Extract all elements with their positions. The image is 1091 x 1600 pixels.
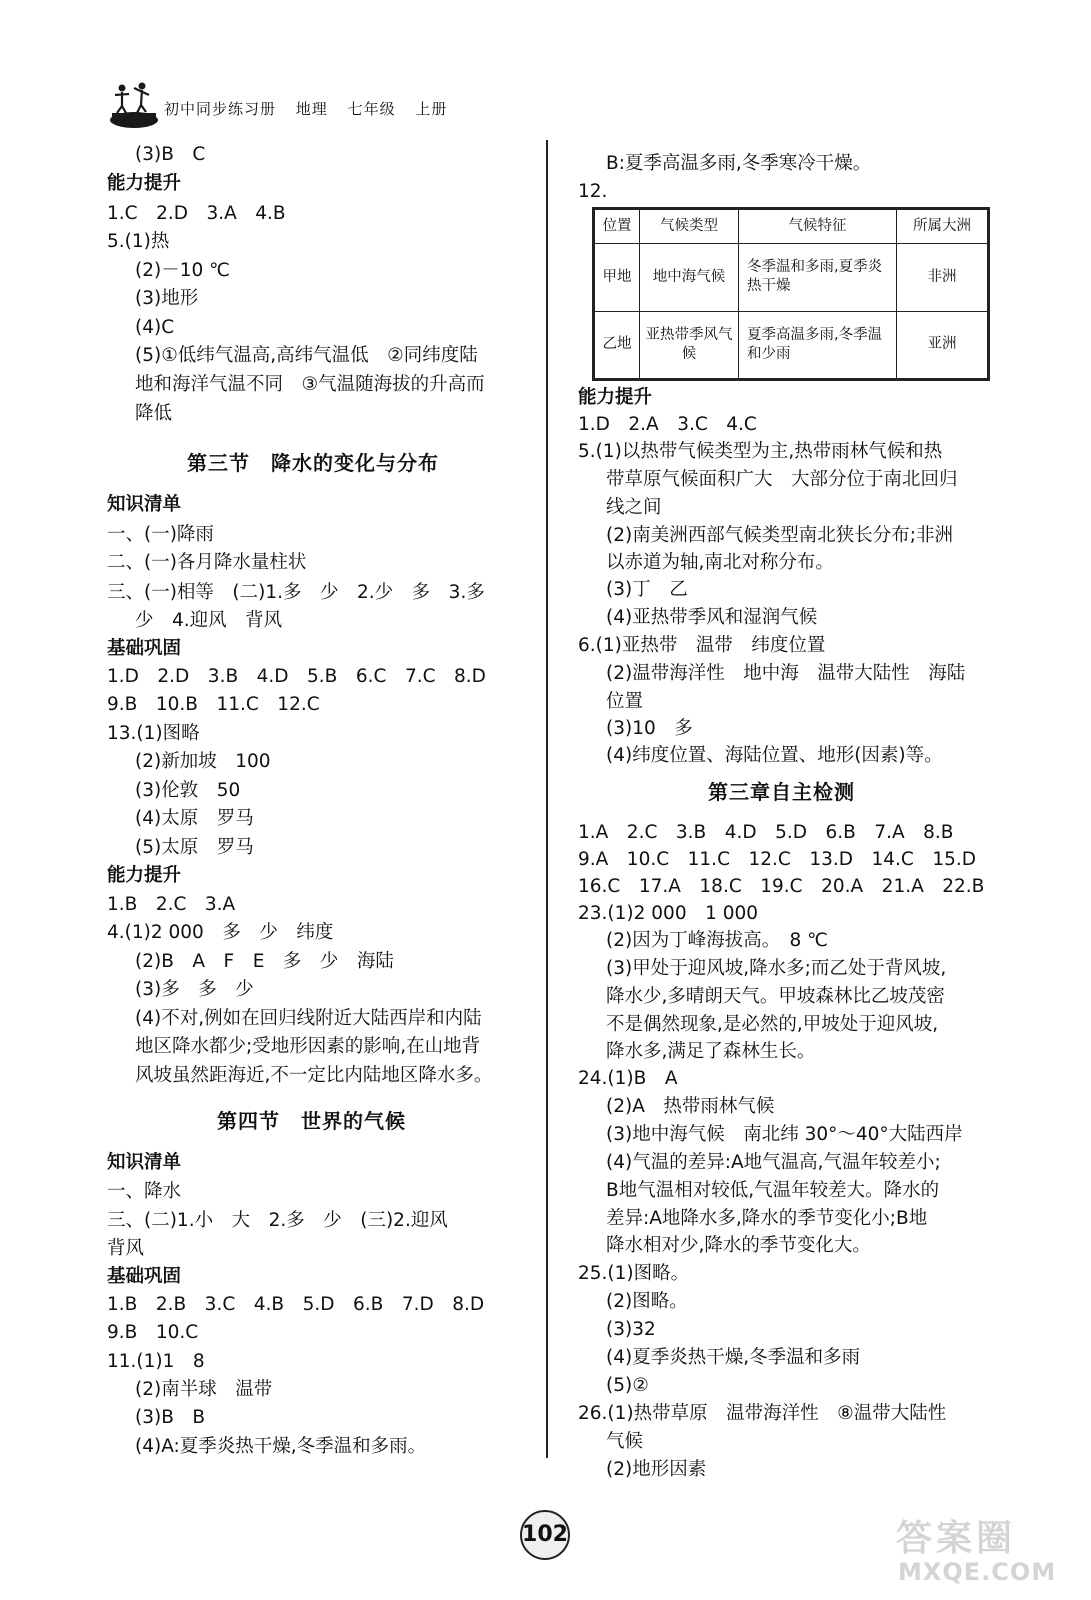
section-title: 第三章自主检测 <box>708 780 855 804</box>
answer-line: (5)①低纬气温高,高纬气温低 ②同纬度陆 <box>135 345 478 366</box>
header-subject: 地理 <box>295 100 328 118</box>
answer-line: 降水相对少,降水的季节变化大。 <box>606 1235 871 1256</box>
section-heading: 能力提升 <box>107 173 182 194</box>
climate-table <box>592 207 990 381</box>
header-logo-icon <box>108 80 160 130</box>
table-header-cell: 位置 <box>595 210 640 244</box>
watermark-text: 答案圈 <box>896 1518 1017 1559</box>
answer-line: (2)新加坡 100 <box>135 751 271 772</box>
answer-line: 降低 <box>135 403 173 424</box>
answer-line: 三、(二)1.小 大 2.多 少 (三)2.迎风 <box>107 1210 448 1231</box>
answer-line: 差异:A地降水多,降水的季节变化小;B地 <box>606 1208 928 1229</box>
answer-line: 1.D 2.A 3.C 4.C <box>578 414 757 435</box>
answer-line: (3)地形 <box>135 288 199 309</box>
answer-line: 23.(1)2 000 1 000 <box>578 903 759 924</box>
table-cell: 亚热带季风气候 <box>640 311 739 379</box>
answer-line: (4)纬度位置、海陆位置、地形(因素)等。 <box>606 745 943 766</box>
section-title: 第四节 世界的气候 <box>217 1109 406 1133</box>
table-row <box>595 244 988 312</box>
answer-line: 12. <box>578 181 608 202</box>
table-cell: 亚洲 <box>897 311 988 379</box>
answer-line: (4)不对,例如在回归线附近大陆西岸和内陆 <box>135 1008 482 1029</box>
answer-line: 9.B 10.C <box>107 1322 199 1343</box>
answer-line: 一、降水 <box>107 1181 182 1202</box>
answer-line: (4)夏季炎热干燥,冬季温和多雨 <box>606 1347 861 1368</box>
answer-line: 1.A 2.C 3.B 4.D 5.D 6.B 7.A 8.B <box>578 822 954 843</box>
answer-line: (2)地形因素 <box>606 1459 707 1480</box>
answer-line: 一、(一)降雨 <box>107 524 214 545</box>
answer-line: (4)太原 罗马 <box>135 808 254 829</box>
answer-line: (5)② <box>606 1375 649 1396</box>
answer-line: (2)南半球 温带 <box>135 1379 273 1400</box>
answer-line: 风坡虽然距海近,不一定比内陆地区降水多。 <box>135 1065 493 1086</box>
answer-line: 5.(1)热 <box>107 231 170 252</box>
section-heading: 能力提升 <box>578 387 653 408</box>
answer-line: 三、(一)相等 (二)1.多 少 2.少 多 3.多 <box>107 582 485 603</box>
answer-line: (3)10 多 <box>606 718 693 739</box>
table-row <box>595 311 988 379</box>
answer-line: 少 4.迎风 背风 <box>135 610 283 631</box>
table-cell: 甲地 <box>595 244 640 312</box>
answer-line: (3)B B <box>135 1407 206 1428</box>
answer-line: 9.A 10.C 11.C 12.C 13.D 14.C 15.D <box>578 849 976 870</box>
answer-line: (2)温带海洋性 地中海 温带大陆性 海陆 <box>606 663 966 684</box>
answer-line: (3)32 <box>606 1319 656 1340</box>
answer-line: 24.(1)B A <box>578 1068 678 1089</box>
answer-line: 以赤道为轴,南北对称分布。 <box>606 552 834 573</box>
table-header-cell: 所属大洲 <box>897 210 988 244</box>
answer-line: 25.(1)图略。 <box>578 1263 690 1284</box>
table-header-row <box>595 210 988 244</box>
answer-line: (3)丁 乙 <box>606 579 688 600</box>
answer-line: 11.(1)1 8 <box>107 1351 205 1372</box>
answer-line: 4.(1)2 000 多 少 纬度 <box>107 922 334 943</box>
answer-line: 不是偶然现象,是必然的,甲坡处于迎风坡, <box>606 1014 939 1035</box>
answer-line: (4)C <box>135 317 175 338</box>
answer-line: 1.C 2.D 3.A 4.B <box>107 203 286 224</box>
column-divider <box>546 140 548 1458</box>
answer-line: (3)甲处于迎风坡,降水多;而乙处于背风坡, <box>606 958 947 979</box>
answer-line: 16.C 17.A 18.C 19.C 20.A 21.A 22.B <box>578 876 985 897</box>
answer-line: 位置 <box>606 691 644 712</box>
answer-line: (4)气温的差异:A地气温高,气温年较差小; <box>606 1152 941 1173</box>
answer-line: 6.(1)亚热带 温带 纬度位置 <box>578 635 826 656</box>
answer-line: (2)因为丁峰海拔高。 8 ℃ <box>606 930 828 951</box>
answer-line: 1.B 2.B 3.C 4.B 5.D 6.B 7.D 8.D <box>107 1294 485 1315</box>
table-cell: 非洲 <box>897 244 988 312</box>
answer-line: 降水少,多晴朗天气。甲坡森林比乙坡茂密 <box>606 986 945 1007</box>
answer-line: 线之间 <box>606 497 662 518</box>
header-title <box>164 98 461 119</box>
answer-line: (2)－10 ℃ <box>135 260 230 281</box>
answer-line: 气候 <box>606 1431 644 1452</box>
answer-line: 5.(1)以热带气候类型为主,热带雨林气候和热 <box>578 441 943 462</box>
section-heading: 基础巩固 <box>107 638 182 659</box>
answer-line: (2)图略。 <box>606 1291 688 1312</box>
section-heading: 能力提升 <box>107 865 182 886</box>
answer-line: (3)地中海气候 南北纬 30°～40°大陆西岸 <box>606 1124 963 1145</box>
header-book: 初中同步练习册 <box>164 100 277 118</box>
table-cell: 冬季温和多雨,夏季炎热干燥 <box>739 244 897 312</box>
section-title: 第三节 降水的变化与分布 <box>187 451 439 475</box>
watermark <box>896 1510 1076 1590</box>
watermark-url: MXQE.COM <box>898 1558 1057 1586</box>
answer-line: 二、(一)各月降水量柱状 <box>107 552 307 573</box>
answer-line: (3)B C <box>135 144 206 165</box>
table-header-cell: 气候特征 <box>739 210 897 244</box>
answer-line: 1.B 2.C 3.A <box>107 894 236 915</box>
answer-line: (3)伦敦 50 <box>135 780 241 801</box>
answer-line: 13.(1)图略 <box>107 723 200 744</box>
table-cell: 地中海气候 <box>640 244 739 312</box>
section-heading: 知识清单 <box>107 494 182 515</box>
answer-line: 带草原气候面积广大 大部分位于南北回归 <box>606 469 958 490</box>
section-heading: 知识清单 <box>107 1152 182 1173</box>
answer-line: 26.(1)热带草原 温带海洋性 ⑧温带大陆性 <box>578 1403 947 1424</box>
answer-line: 背风 <box>107 1238 145 1259</box>
answer-line: 地区降水都少;受地形因素的影响,在山地背 <box>135 1036 481 1057</box>
header-grade: 七年级 <box>347 100 396 118</box>
answer-line: (2)南美洲西部气候类型南北狭长分布;非洲 <box>606 525 953 546</box>
page-header <box>108 80 468 130</box>
header-volume: 上册 <box>415 100 448 118</box>
answer-line: B地气温相对较低,气温年较差大。降水的 <box>606 1180 940 1201</box>
answer-line: (4)亚热带季风和湿润气候 <box>606 607 818 628</box>
answer-line: 降水多,满足了森林生长。 <box>606 1041 816 1062</box>
answer-line: B:夏季高温多雨,冬季寒冷干燥。 <box>606 153 872 174</box>
answer-line: (5)太原 罗马 <box>135 837 254 858</box>
answer-line: (4)A:夏季炎热干燥,冬季温和多雨。 <box>135 1436 427 1457</box>
page-number: 102 <box>520 1510 570 1560</box>
table-header-cell: 气候类型 <box>640 210 739 244</box>
table-cell: 夏季高温多雨,冬季温和少雨 <box>739 311 897 379</box>
answer-line: (3)多 多 少 <box>135 979 254 1000</box>
answer-line: 1.D 2.D 3.B 4.D 5.B 6.C 7.C 8.D <box>107 666 486 687</box>
section-heading: 基础巩固 <box>107 1266 182 1287</box>
answer-line: 9.B 10.B 11.C 12.C <box>107 694 320 715</box>
answer-line: (2)B A F E 多 少 海陆 <box>135 951 394 972</box>
table-cell: 乙地 <box>595 311 640 379</box>
answer-line: (2)A 热带雨林气候 <box>606 1096 775 1117</box>
answer-line: 地和海洋气温不同 ③气温随海拔的升高而 <box>135 374 485 395</box>
